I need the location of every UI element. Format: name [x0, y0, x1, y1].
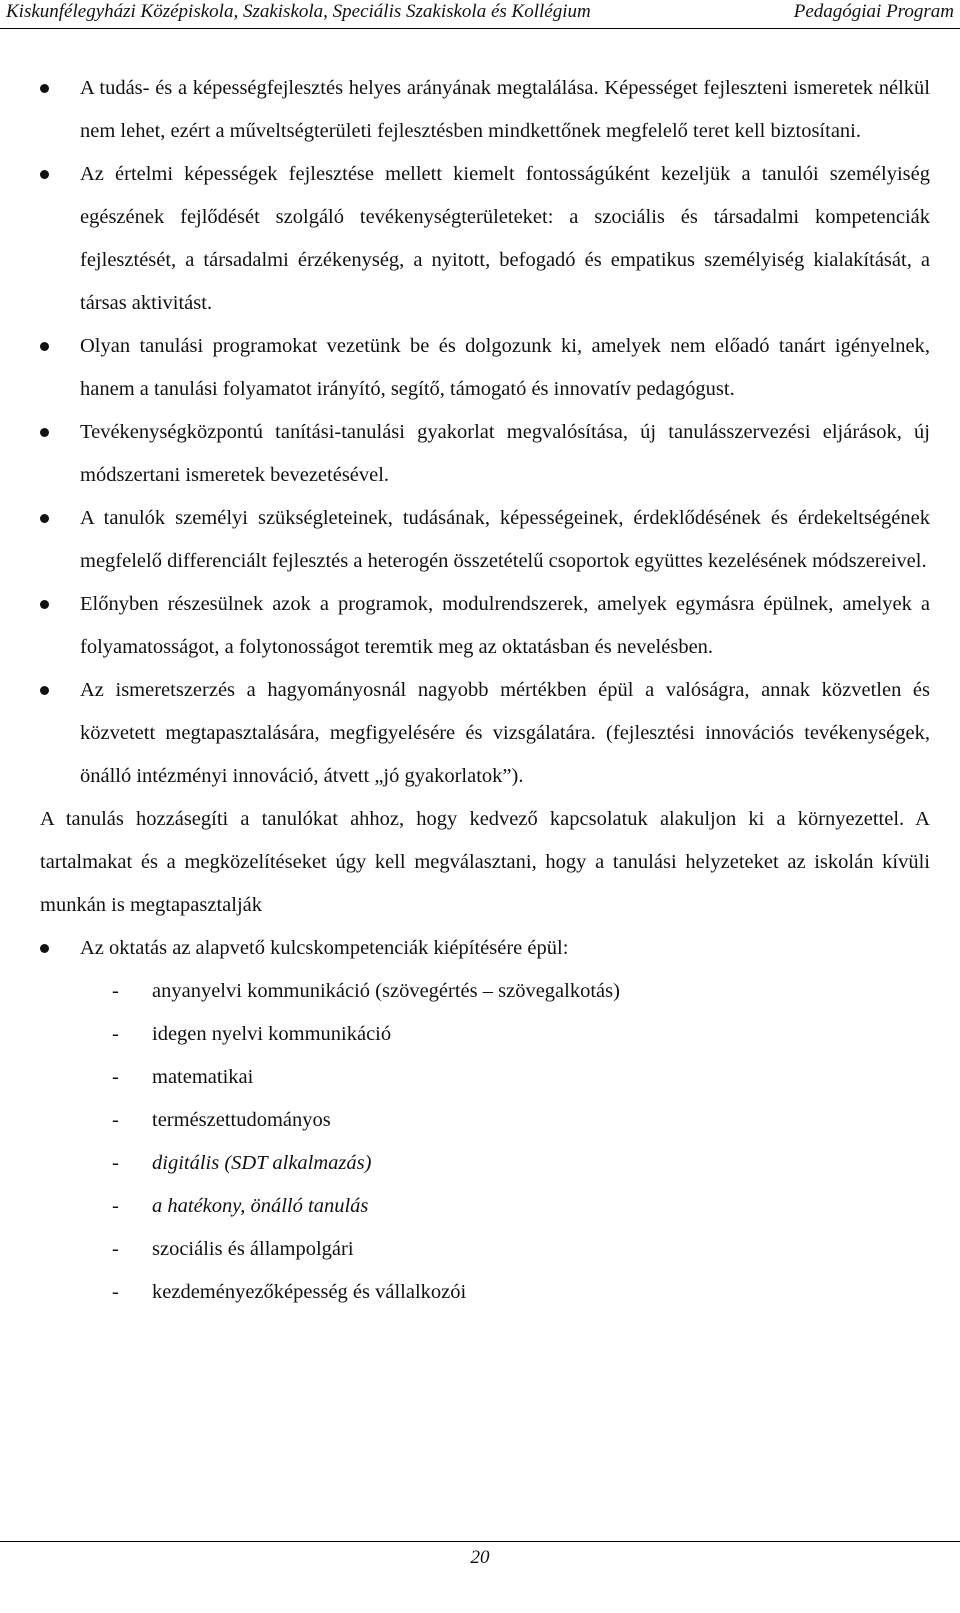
bullet-icon: [40, 170, 49, 179]
page-body: [40, 67, 930, 1314]
list-item: [40, 67, 930, 153]
list-item: [40, 669, 930, 798]
list-item: [40, 411, 930, 497]
bullet-icon: [40, 944, 49, 953]
dash-marker: -: [112, 1066, 119, 1088]
bullet-icon: [40, 428, 49, 437]
competency-list: [40, 970, 930, 1314]
competency-text: természettudományos: [152, 1109, 331, 1131]
competency-item: [40, 1228, 930, 1271]
dash-marker: -: [112, 1023, 119, 1045]
dash-marker: -: [112, 1281, 119, 1303]
competency-text: idegen nyelvi kommunikáció: [152, 1023, 392, 1045]
list-item-text: A tanulók személyi szükségleteinek, tudásának, képességeinek, érdeklődésének és érdekeltségének megfelelő differenciált fejlesztés a heterogén összetételű csoportok együttes kezelésének módszereivel.: [80, 507, 930, 572]
body-paragraph: A tanulás hozzásegíti a tanulókat ahhoz, hogy kedvező kapcsolatuk alakuljon ki a környezettel. A tartalmakat és a megközelítéseket úgy kell megválasztani, hogy a tanulási helyzeteket az iskolán kívüli munkán is megtapasztalják: [40, 808, 930, 916]
competency-text: szociális és állampolgári: [152, 1238, 354, 1260]
header-document-title: Pedagógiai Program: [793, 1, 954, 22]
competency-item: [40, 1099, 930, 1142]
dash-marker: -: [112, 1238, 119, 1260]
competency-text: a hatékony, önálló tanulás: [152, 1195, 369, 1217]
competency-item: [40, 1056, 930, 1099]
list-item-text: A tudás- és a képességfejlesztés helyes arányának megtalálása. Képességet fejleszteni ismeretek nélkül nem lehet, ezért a műveltségterületi fejlesztésben mindkettőnek megfelelő teret kell biztosítani.: [80, 77, 930, 142]
bullet-icon: [40, 514, 49, 523]
bullet-icon: [40, 84, 49, 93]
list-item: [40, 153, 930, 325]
dash-marker: -: [112, 1152, 119, 1174]
list-item-text: Az ismeretszerzés a hagyományosnál nagyobb mértékben épül a valóságra, annak közvetlen és közvetett megtapasztalására, megfigyelésére és vizsgálatára. (fejlesztési innovációs tevékenységek, önálló intézményi innováció, átvett „jó gyakorlatok”).: [80, 679, 930, 787]
bullet-icon: [40, 600, 49, 609]
competency-item: [40, 970, 930, 1013]
list-item-text: Az értelmi képességek fejlesztése mellett kiemelt fontosságúként kezeljük a tanulói személyiség egészének fejlődését szolgáló tevékenységterületeket: a szociális és társadalmi kompetenciák fejlesztését, a társadalmi érzékenység, a nyitott, befogadó és empatikus személyiség kialakítását, a társas aktivitást.: [80, 163, 930, 314]
page-header: [0, 0, 960, 29]
competency-item: [40, 1185, 930, 1228]
dash-marker: -: [112, 1109, 119, 1131]
competency-item: [40, 1013, 930, 1056]
list-item: [40, 583, 930, 669]
competency-text: digitális (SDT alkalmazás): [152, 1152, 372, 1174]
dash-marker: -: [112, 980, 119, 1002]
list-item: [40, 497, 930, 583]
competency-item: [40, 1142, 930, 1185]
header-school-name: Kiskunfélegyházi Középiskola, Szakiskola, Speciális Szakiskola és Kollégium: [6, 1, 591, 22]
bullet-list-competencies: [40, 927, 930, 970]
competency-text: kezdeményezőképesség és vállalkozói: [152, 1281, 467, 1303]
bullet-list-top: [40, 67, 930, 798]
list-item-text: Olyan tanulási programokat vezetünk be és dolgozunk ki, amelyek nem előadó tanárt igényelnek, hanem a tanulási folyamatot irányító, segítő, támogató és innovatív pedagógust.: [80, 335, 930, 400]
footer-divider: [0, 1541, 960, 1542]
dash-marker: -: [112, 1195, 119, 1217]
list-item-text: Tevékenységközpontú tanítási-tanulási gyakorlat megvalósítása, új tanulásszervezési eljárások, új módszertani ismeretek bevezetésével.: [80, 421, 930, 486]
bullet-icon: [40, 686, 49, 695]
bullet-icon: [40, 342, 49, 351]
list-item: [40, 927, 930, 970]
list-item-text: Az oktatás az alapvető kulcskompetenciák kiépítésére épül:: [80, 937, 569, 959]
competency-text: matematikai: [152, 1066, 254, 1088]
list-item-text: Előnyben részesülnek azok a programok, modulrendszerek, amelyek egymásra épülnek, amelyek a folyamatosságot, a folytonosságot teremtik meg az oktatásban és nevelésben.: [80, 593, 930, 658]
page-number: 20: [470, 1547, 490, 1568]
list-item: [40, 325, 930, 411]
competency-text: anyanyelvi kommunikáció (szövegértés – szövegalkotás): [152, 980, 620, 1002]
competency-item: [40, 1271, 930, 1314]
